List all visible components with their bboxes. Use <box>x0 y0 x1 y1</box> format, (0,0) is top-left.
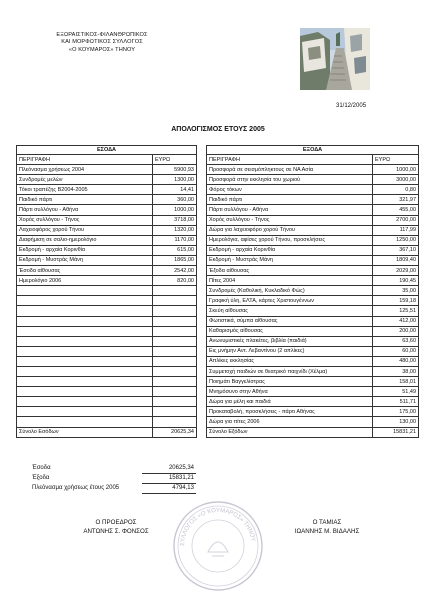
income-total-value: 20625,34 <box>153 427 197 437</box>
row-description: Ημερολόγια, αφίσες χορού Τήνου, προσκλήσεις <box>207 235 373 245</box>
row-description <box>17 306 153 316</box>
row-amount <box>153 377 197 387</box>
row-amount: 820,00 <box>153 276 197 286</box>
table-row <box>207 235 419 245</box>
table-row <box>17 185 197 195</box>
row-amount <box>153 316 197 326</box>
association-stamp <box>170 498 266 594</box>
table-row <box>17 356 197 366</box>
row-amount: 125,51 <box>373 306 419 316</box>
row-description: Προκαταβολή, προσκλήσεις - πάρτι Αθήνας <box>207 407 373 417</box>
table-row <box>17 326 197 336</box>
row-description: Έξοδα αίθουσας <box>207 266 373 276</box>
treasurer-role: Ο ΤΑΜΙΑΣ <box>312 519 342 526</box>
table-row <box>17 397 197 407</box>
row-description: Εκδρομή - Μυστράς Μάνη <box>17 255 153 265</box>
row-description: Πλεόνασμα χρήσεως 2004 <box>17 165 153 175</box>
table-row <box>207 377 419 387</box>
row-description <box>17 387 153 397</box>
table-row <box>17 407 197 417</box>
income-heading: ΕΣΟΔΑ <box>17 146 197 155</box>
row-description: Συνδρομές μελών <box>17 175 153 185</box>
row-amount: 1000,00 <box>153 205 197 215</box>
row-description: Μνημόσυνο στην Αθήνα <box>207 387 373 397</box>
table-row <box>17 296 197 306</box>
row-amount: 1320,00 <box>153 225 197 235</box>
header-line: ΕΞΩΡΑΙΣΤΙΚΟΣ-ΦΙΛΑΝΘΡΩΠΙΚΟΣ <box>56 32 148 38</box>
village-street-image <box>300 28 370 90</box>
row-description <box>17 326 153 336</box>
table-row <box>207 407 419 417</box>
row-description: Δώρα για μέλη και παιδιά <box>207 397 373 407</box>
row-amount: 63,60 <box>373 336 419 346</box>
row-amount: 1250,00 <box>373 235 419 245</box>
table-row <box>17 215 197 225</box>
row-description: Καθαρισμός αίθουσας <box>207 326 373 336</box>
row-amount: 38,00 <box>373 366 419 376</box>
table-row <box>207 215 419 225</box>
table-row <box>17 377 197 387</box>
summary-expenses-label: Έξοδα <box>32 475 50 481</box>
row-description: Φόρος τόκων <box>207 185 373 195</box>
president-name: ΑΝΤΩΝΗΣ Σ. ΦΟΝΣΟΣ <box>83 528 149 535</box>
table-row <box>207 336 419 346</box>
row-description <box>17 407 153 417</box>
president-signature <box>56 518 176 536</box>
table-row <box>207 195 419 205</box>
table-row <box>17 245 197 255</box>
row-amount: 2542,00 <box>153 266 197 276</box>
row-description: Χορός συλλόγου - Τήνος <box>207 215 373 225</box>
expenses-col-amount: ΕΥΡΩ <box>373 155 419 165</box>
table-row <box>207 205 419 215</box>
table-row <box>207 255 419 265</box>
row-amount: 117,99 <box>373 225 419 235</box>
row-amount: 321,97 <box>373 195 419 205</box>
row-amount: 1865,00 <box>153 255 197 265</box>
row-amount: 190,45 <box>373 276 419 286</box>
expenses-total-label: Σύνολο Εξόδων <box>207 427 373 437</box>
row-description: Πάρτι συλλόγου - Αθήνα <box>207 205 373 215</box>
row-amount: 51,49 <box>373 387 419 397</box>
table-row <box>17 266 197 276</box>
table-row <box>17 205 197 215</box>
table-row <box>207 165 419 175</box>
row-amount: 412,00 <box>373 316 419 326</box>
table-row <box>17 195 197 205</box>
row-amount <box>153 336 197 346</box>
row-amount: 455,00 <box>373 205 419 215</box>
table-row <box>17 306 197 316</box>
expenses-table <box>206 145 419 438</box>
row-amount: 3000,00 <box>373 175 419 185</box>
row-description: Εκδρομή - Μυστράς Μάνη <box>207 255 373 265</box>
table-row <box>207 266 419 276</box>
row-amount <box>153 306 197 316</box>
treasurer-signature <box>252 518 402 536</box>
organization-header <box>22 32 182 54</box>
row-amount <box>153 387 197 397</box>
table-row <box>207 316 419 326</box>
row-amount: 175,00 <box>373 407 419 417</box>
row-description: Τόκοι τραπέζης Β2004-2005 <box>17 185 153 195</box>
row-amount <box>153 346 197 356</box>
expenses-total-value: 15831,21 <box>373 427 419 437</box>
row-description: Προσφορά σε σεισμόπληκτους σε ΝΑ Ασία <box>207 165 373 175</box>
row-description <box>17 397 153 407</box>
row-amount: 5900,93 <box>153 165 197 175</box>
row-description: Πάρτι συλλόγου - Αθήνα <box>17 205 153 215</box>
row-amount: 1000,00 <box>373 165 419 175</box>
row-amount: 2029,00 <box>373 266 419 276</box>
table-row <box>207 397 419 407</box>
row-description: Δώρα για λαχειοφόρο χορού Τήνου <box>207 225 373 235</box>
summary-expenses-value: 15831,21 <box>142 474 196 484</box>
table-row <box>207 326 419 336</box>
row-description: Πίτες 2004 <box>207 276 373 286</box>
row-amount <box>153 326 197 336</box>
row-description <box>17 346 153 356</box>
summary-income-label: Έσοδα <box>32 465 51 472</box>
table-row <box>17 366 197 376</box>
stamp-seal-image <box>170 498 266 594</box>
row-amount: 200,00 <box>373 326 419 336</box>
row-amount: 158,01 <box>373 377 419 387</box>
row-amount: 1809,40 <box>373 255 419 265</box>
row-amount: 14,41 <box>153 185 197 195</box>
table-row <box>17 346 197 356</box>
table-row <box>17 225 197 235</box>
row-amount <box>153 366 197 376</box>
row-amount: 360,00 <box>153 195 197 205</box>
table-row <box>207 175 419 185</box>
treasurer-name: ΙΩΑΝΝΗΣ Μ. ΒΙΔΑΛΗΣ <box>294 528 360 535</box>
row-description: Συμμετοχή παιδιών σε θεατρικό παιχνίδι (Χέλμα) <box>207 366 373 376</box>
table-row <box>17 387 197 397</box>
table-row <box>207 225 419 235</box>
row-description: Έσοδα αίθουσας <box>17 266 153 276</box>
table-row <box>207 185 419 195</box>
row-amount: 60,00 <box>373 346 419 356</box>
row-description: Παιδικό πάρτι <box>17 195 153 205</box>
row-amount: 367,10 <box>373 245 419 255</box>
row-description: Παιδικό πάρτι <box>207 195 373 205</box>
table-row <box>17 336 197 346</box>
row-amount <box>153 407 197 417</box>
expenses-total-row <box>207 427 419 437</box>
table-row <box>207 417 419 427</box>
row-amount <box>153 356 197 366</box>
row-description: Ανωνυμιστικές πλακέτες, βιβλία (παιδιά) <box>207 336 373 346</box>
row-description: Δώρα για πίτες 2006 <box>207 417 373 427</box>
summary-surplus-value: 4794,13 <box>142 484 196 494</box>
income-col-amount: ΕΥΡΩ <box>153 155 197 165</box>
row-description: Γραφική ύλη, ΕΛΤΑ, κάρτες Χριστουγέννων <box>207 296 373 306</box>
table-row <box>207 356 419 366</box>
summary-income-value: 20625,34 <box>142 464 196 474</box>
village-photo <box>300 28 370 90</box>
table-row <box>17 165 197 175</box>
page-title: ΑΠΟΛΟΓΙΣΜΟΣ ΕΤΟΥΣ 2005 <box>171 126 265 133</box>
stamp-ring-text: ΣΥΛΛΟΓΟΣ «Ο ΚΟΥΜΑΡΟΣ» ΤΗΝΟΥ <box>179 507 256 547</box>
table-row <box>17 276 197 286</box>
table-row <box>207 387 419 397</box>
income-rows <box>17 165 197 427</box>
row-amount: 2700,00 <box>373 215 419 225</box>
row-description: Σκεύη αίθουσας <box>207 306 373 316</box>
row-description: Φωτιστικά, σύμπα αίθουσας <box>207 316 373 326</box>
expenses-rows <box>207 165 419 427</box>
row-description: Συνδρομές (Καθολική, Κυκλαδικό Φώς) <box>207 286 373 296</box>
row-amount: 35,00 <box>373 286 419 296</box>
row-description: Προσφορά στην εκκλησία του χωριού <box>207 175 373 185</box>
income-total-label: Σύνολο Εσόδων <box>17 427 153 437</box>
row-description <box>17 356 153 366</box>
row-description <box>17 296 153 306</box>
row-description: Λαχειοφόρος χορού Τήνου <box>17 225 153 235</box>
row-amount <box>153 296 197 306</box>
table-row <box>17 417 197 427</box>
row-amount: 130,00 <box>373 417 419 427</box>
row-amount: 0,80 <box>373 185 419 195</box>
row-amount: 615,00 <box>153 245 197 255</box>
table-row <box>207 286 419 296</box>
row-description <box>17 316 153 326</box>
row-description: Απλίκες εκκλησίας <box>207 356 373 366</box>
row-description: Ημερολόγιο 2006 <box>17 276 153 286</box>
row-amount <box>153 397 197 407</box>
row-amount: 480,00 <box>373 356 419 366</box>
table-row <box>17 175 197 185</box>
table-row <box>207 366 419 376</box>
row-amount: 3718,00 <box>153 215 197 225</box>
row-amount: 159,18 <box>373 296 419 306</box>
row-amount <box>153 417 197 427</box>
balance-summary <box>30 464 196 494</box>
expenses-heading: ΕΞΟΔΑ <box>207 146 419 155</box>
table-row <box>17 235 197 245</box>
income-total-row <box>17 427 197 437</box>
row-description: Εκδρομή - αρχαία Κορινθία <box>207 245 373 255</box>
president-role: Ο ΠΡΟΕΔΡΟΣ <box>95 519 137 526</box>
row-description <box>17 377 153 387</box>
row-description <box>17 286 153 296</box>
header-line: «Ο ΚΟΥΜΑΡΟΣ» ΤΗΝΟΥ <box>68 46 136 53</box>
row-description: Ποιημάτι Βαγγελίστρας <box>207 377 373 387</box>
income-table <box>16 145 197 438</box>
table-row <box>207 306 419 316</box>
row-description <box>17 417 153 427</box>
income-col-description: ΠΕΡΙΓΡΑΦΗ <box>17 155 153 165</box>
table-row <box>17 316 197 326</box>
row-amount: 1170,00 <box>153 235 197 245</box>
row-description <box>17 366 153 376</box>
table-row <box>207 296 419 306</box>
summary-surplus-label: Πλεόνασμα χρήσεως έτους 2005 <box>32 485 120 491</box>
row-amount: 511,71 <box>373 397 419 407</box>
table-row <box>17 286 197 296</box>
table-row <box>207 346 419 356</box>
expenses-col-description: ΠΕΡΙΓΡΑΦΗ <box>207 155 373 165</box>
table-row <box>17 255 197 265</box>
document-date: 31/12/2005 <box>336 103 367 109</box>
table-row <box>207 276 419 286</box>
row-amount <box>153 286 197 296</box>
table-row <box>207 245 419 255</box>
row-description: Εις μνήμην Αντ. Λεβαντίνου (2 απλίκες) <box>207 346 373 356</box>
header-line: ΚΑΙ ΜΟΡΦΩΤΙΚΟΣ ΣΥΛΛΟΓΟΣ <box>61 39 143 46</box>
row-description <box>17 336 153 346</box>
row-description: Εκδρομή - αρχαία Κορινθία <box>17 245 153 255</box>
row-description: Χορός συλλόγου - Τήνος <box>17 215 153 225</box>
row-description: Διαφήμιση σε σαλιο-ημερολόγιο <box>17 235 153 245</box>
svg-text:ΣΥΛΛΟΓΟΣ «Ο ΚΟΥΜΑΡΟΣ» ΤΗΝΟΥ <box>180 508 256 546</box>
row-amount: 1300,00 <box>153 175 197 185</box>
